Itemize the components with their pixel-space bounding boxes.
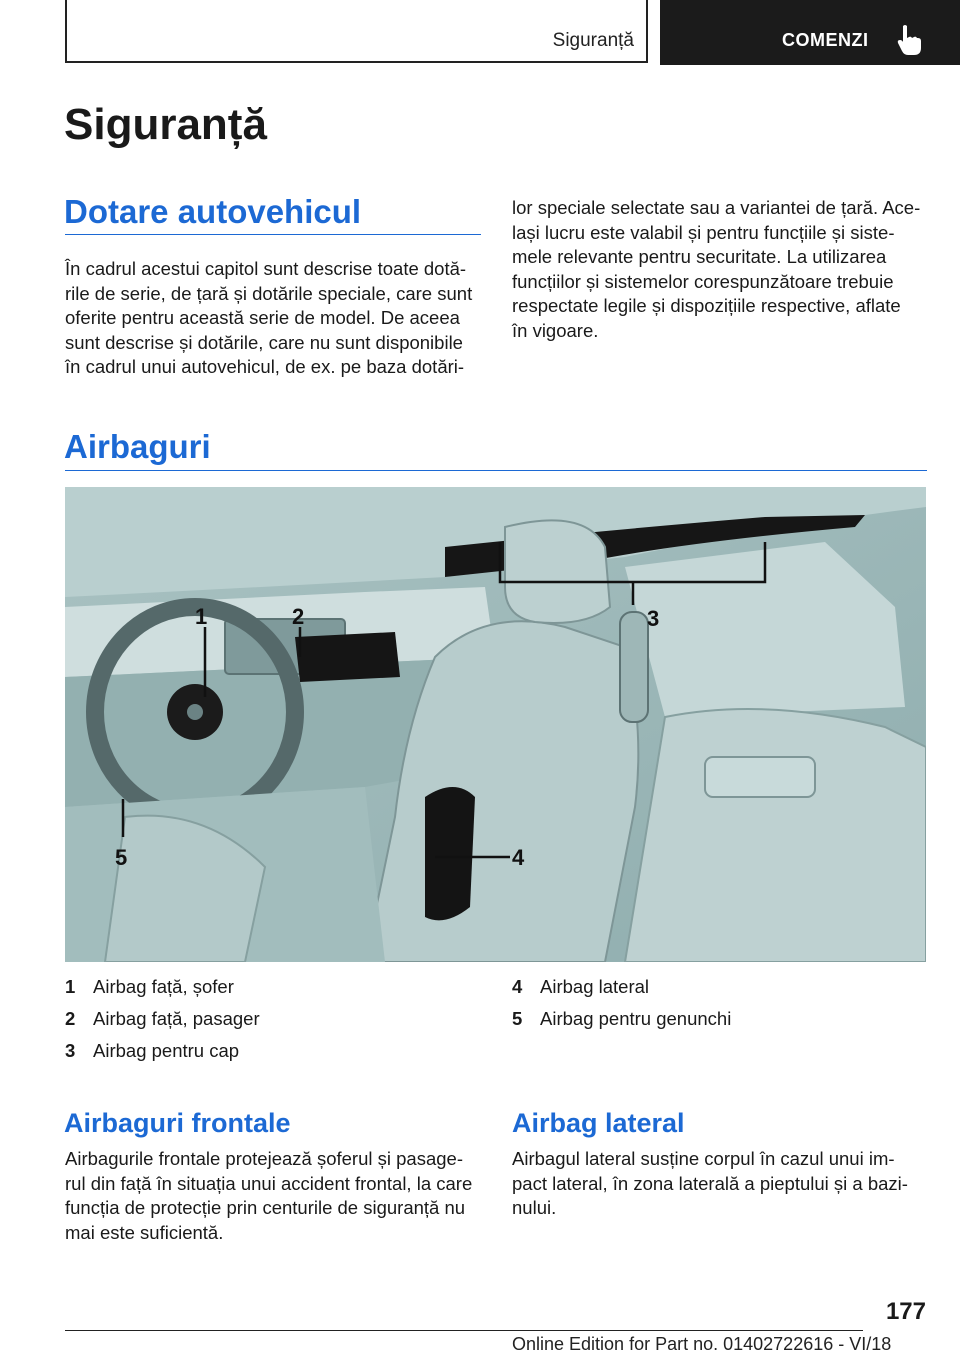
text-line: în cadrul unui autovehicul, de ex. pe baza dotări-	[65, 356, 465, 377]
text-line: sunt descrise și dotările, care nu sunt disponibile	[65, 331, 463, 353]
legend-number: 2	[65, 1008, 76, 1029]
legend-text: Airbag față, pasager	[93, 1008, 260, 1029]
text-line: În cadrul acestui capitol sunt descrise toate dotă-	[65, 258, 467, 279]
text-line: rile de serie, de țară și dotările speciale, care sunt	[65, 282, 473, 304]
lateral-text	[512, 1147, 932, 1221]
legend-item	[65, 1003, 260, 1035]
legend-number: 3	[65, 1040, 76, 1061]
legend-number: 4	[512, 976, 523, 997]
section-title-airbaguri: Airbaguri	[64, 428, 211, 465]
legend-number: 1	[65, 976, 76, 997]
figure-label-1: 1	[195, 604, 208, 629]
legend-item	[65, 1035, 260, 1067]
dotare-text-left	[65, 257, 485, 380]
figure-legend-left	[65, 971, 260, 1067]
text-line: în vigoare.	[512, 319, 599, 341]
figure-legend-right	[512, 971, 731, 1035]
car-interior-illustration	[65, 487, 926, 962]
section-title-dotare: Dotare autovehicul	[64, 193, 362, 230]
figure-label-4: 4	[512, 845, 525, 870]
text-line: rul din față în situația unui accident frontal, la care	[65, 1172, 473, 1194]
subsection-title-lateral: Airbag lateral	[512, 1108, 685, 1138]
figure-label-2: 2	[292, 604, 305, 629]
header-chapter-tab[interactable]	[660, 0, 960, 65]
text-line: funcția de protecție prin centurile de siguranță nu	[65, 1197, 466, 1218]
legend-item	[512, 1003, 731, 1035]
dotare-text-right	[512, 196, 932, 343]
figure-label-5: 5	[115, 845, 128, 870]
legend-item	[65, 971, 260, 1003]
footer-edition: Online Edition for Part no. 01402722616 - VI/18	[512, 1334, 892, 1354]
hand-pointer-icon	[896, 24, 922, 56]
legend-text: Airbag pentru cap	[93, 1040, 240, 1061]
legend-number: 5	[512, 1008, 523, 1029]
figure-label-3: 3	[647, 606, 660, 631]
section-rule-dotare	[65, 234, 481, 235]
text-line: mai este suficientă.	[65, 1221, 224, 1243]
text-line: nului.	[512, 1197, 557, 1218]
text-line: lași lucru este valabil și pentru funcțiile și siste-	[512, 221, 895, 243]
page-title: Siguranță	[64, 100, 267, 149]
text-line: oferite pentru această serie de model. De aceea	[65, 307, 460, 328]
text-line: respectate legile și dispozițiile respective, aflate	[512, 295, 901, 316]
section-rule-airbaguri	[65, 470, 927, 471]
page-number: 177	[885, 1298, 926, 1325]
legend-text: Airbag față, șofer	[93, 976, 234, 997]
legend-item	[512, 971, 731, 1003]
text-line: funcțiilor și sistemelor corespunzătoare trebuie	[512, 270, 894, 292]
header-section-tab[interactable]	[65, 0, 648, 63]
legend-text: Airbag pentru genunchi	[540, 1008, 732, 1029]
footer-rule	[65, 1330, 863, 1331]
airbag-figure	[65, 487, 926, 962]
text-line: pact lateral, în zona laterală a pieptului și a bazi-	[512, 1172, 908, 1194]
frontale-text	[65, 1147, 485, 1245]
legend-text: Airbag lateral	[540, 976, 650, 997]
text-line: lor speciale selectate sau a variantei de țară. Ace-	[512, 197, 921, 218]
text-line: Airbagurile frontale protejează șoferul și pasage-	[65, 1148, 463, 1169]
text-line: Airbagul lateral susține corpul în cazul unui im-	[512, 1148, 895, 1169]
text-line: mele relevante pentru securitate. La utilizarea	[512, 246, 887, 267]
subsection-title-frontale: Airbaguri frontale	[64, 1108, 291, 1138]
section-tab-label: Siguranță	[552, 30, 634, 51]
chapter-tab-label: COMENZI	[782, 30, 869, 50]
